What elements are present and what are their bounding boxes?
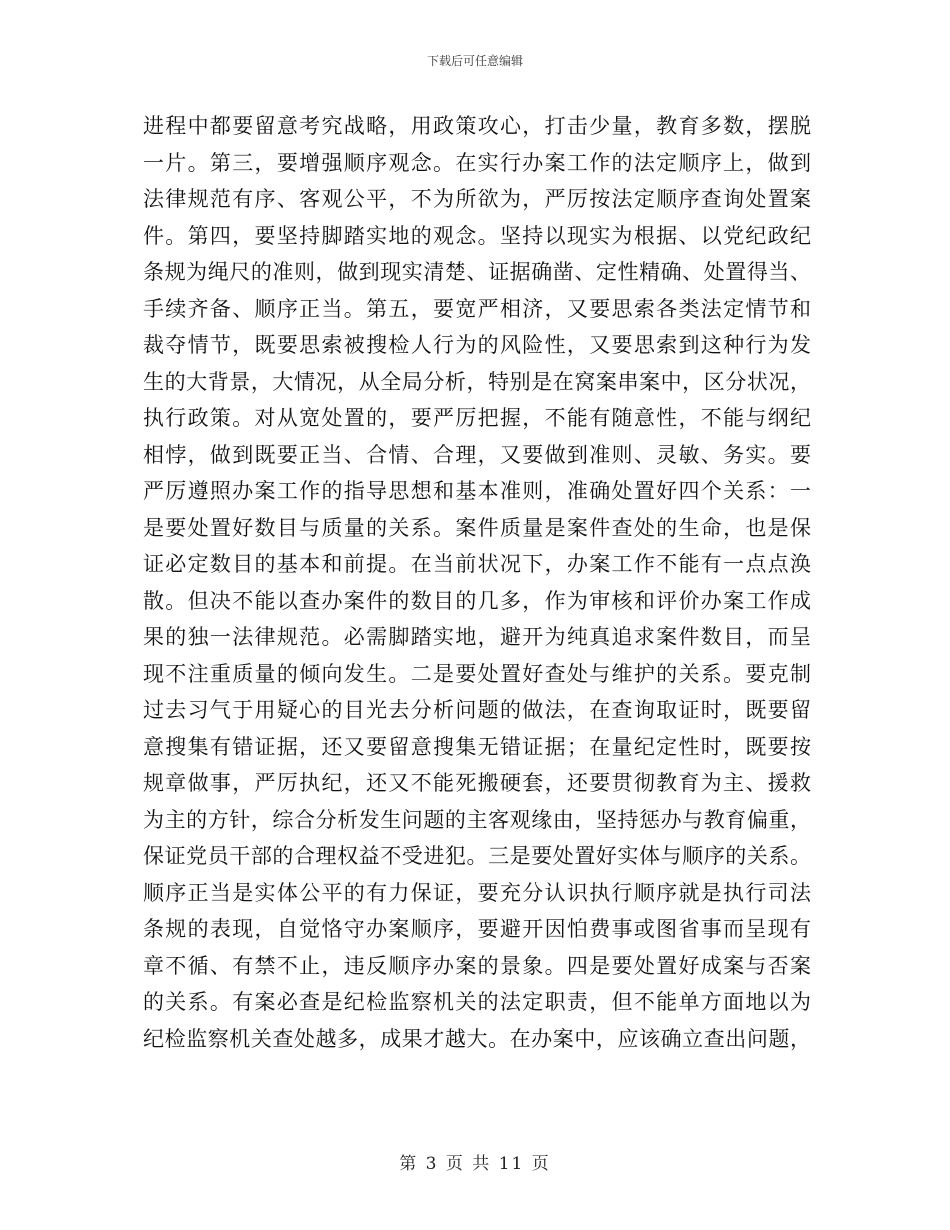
text-line: 执行政策。对从宽处置的，要严厉把握，不能有随意性，不能与纲纪 [143,406,811,430]
body-text [143,108,811,1057]
text-line: 裁夺情节，既要思索被搜检人行为的风险性，又要思索到这种行为发 [143,333,811,357]
text-line: 纪检监察机关查处越多，成果才越大。在办案中，应该确立查出问题， [143,1026,811,1051]
text-line: 意搜集有错证据，还又要留意搜集无错证据；在量纪定性时，既要按 [143,734,811,759]
text-line: 条规的表现，自觉恪守办案顺序，要避开因怕费事或图省事而呈现有 [143,917,811,941]
text-line: 手续齐备、顺序正当。第五，要宽严相济，又要思索各类法定情节和 [143,296,811,321]
text-line: 严厉遵照办案工作的指导思想和基本准则，准确处置好四个关系：一 [143,479,811,503]
text-line: 证必定数目的基本和前提。在当前状况下，办案工作不能有一点点涣 [143,552,811,576]
text-line: 现不注重质量的倾向发生。二是要处置好查处与维护的关系。要克制 [143,661,811,686]
page-number-footer: 第 3 页 共 11 页 [399,1154,551,1174]
text-line: 果的独一法律规范。必需脚踏实地，避开为纯真追求案件数目，而呈 [143,625,811,649]
text-line: 过去习气于用疑心的目光去分析问题的做法，在查询取证时，既要留 [143,698,811,722]
text-line: 保证党员干部的合理权益不受进犯。三是要处置好实体与顺序的关系。 [143,844,811,868]
text-line: 生的大背景，大情况，从全局分析，特别是在窝案串案中，区分状况， [143,369,811,394]
text-line: 的关系。有案必查是纪检监察机关的法定职责，但不能单方面地以为 [143,990,811,1014]
text-line: 一片。第三，要增强顺序观念。在实行办案工作的法定顺序上，做到 [143,150,811,175]
text-line: 章不循、有禁不止，违反顺序办案的景象。四是要处置好成案与否案 [143,953,811,978]
text-line: 进程中都要留意考究战略，用政策攻心，打击少量，教育多数，摆脱 [143,114,811,138]
text-line: 法律规范有序、客观公平，不为所欲为，严厉按法定顺序查询处置案 [143,187,811,211]
text-line: 条规为绳尺的准则，做到现实清楚、证据确凿、定性精确、处置得当、 [143,260,811,284]
page-header: 下载后可任意编辑 [426,54,523,68]
text-line: 相悖，做到既要正当、合情、合理，又要做到准则、灵敏、务实。要 [143,442,811,467]
text-line: 是要处置好数目与质量的关系。案件质量是案件查处的生命，也是保 [143,515,811,540]
text-line: 规章做事，严厉执纪，还又不能死搬硬套，还要贯彻教育为主、援救 [143,771,811,795]
text-line: 件。第四，要坚持脚踏实地的观念。坚持以现实为根据、以党纪政纪 [143,223,811,248]
text-line: 顺序正当是实体公平的有力保证，要充分认识执行顺序就是执行司法 [143,880,811,905]
text-line: 散。但决不能以查办案件的数目的几多，作为审核和评价办案工作成 [143,588,811,613]
text-line: 为主的方针，综合分析发生问题的主客观缘由，坚持惩办与教育偏重， [143,807,811,832]
